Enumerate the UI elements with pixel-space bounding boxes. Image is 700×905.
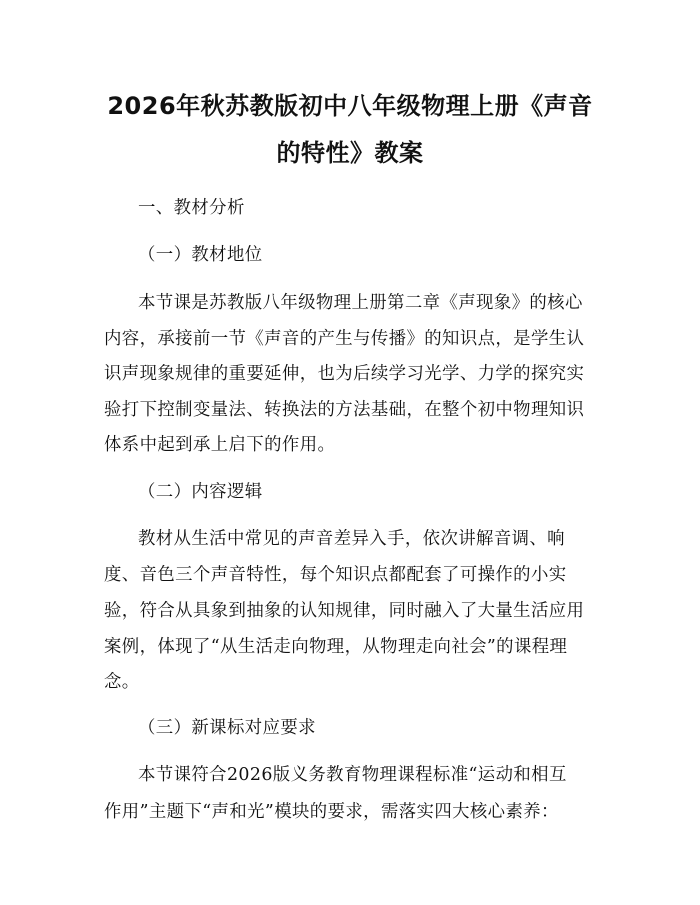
paragraph-2-line-2: 度、音色三个声音特性，每个知识点都配套了可操作的小实 — [104, 565, 567, 585]
paragraph-2-line-4: 案例，体现了“从生活走向物理，从物理走向社会”的课程理 — [104, 637, 568, 657]
paragraph-2-line-3: 验，符合从具象到抽象的认知规律，同时融入了大量生活应用 — [104, 601, 585, 621]
document-title-line-1: 2026年秋苏教版初中八年级物理上册《声音 — [107, 92, 593, 120]
paragraph-2-line-5: 念。 — [104, 672, 140, 692]
paragraph-1-line-4: 验打下控制变量法、转换法的方法基础，在整个初中物理知识 — [104, 400, 585, 420]
document-title-line-2: 的特性》教案 — [276, 139, 424, 167]
section-heading-1: 一、教材分析 — [138, 198, 245, 218]
paragraph-1-line-3: 识声现象规律的重要延伸，也为后续学习光学、力学的探究实 — [104, 364, 585, 384]
paragraph-1-line-5: 体系中起到承上启下的作用。 — [104, 435, 336, 455]
subsection-heading-2: （二）内容逻辑 — [138, 482, 263, 502]
paragraph-1-line-1: 本节课是苏教版八年级物理上册第二章《声现象》的核心 — [138, 293, 583, 313]
subsection-heading-3: （三）新课标对应要求 — [138, 718, 316, 738]
paragraph-2-line-1: 教材从生活中常见的声音差异入手，依次讲解音调、响 — [138, 529, 565, 549]
paragraph-1-line-2: 内容，承接前一节《声音的产生与传播》的知识点，是学生认 — [104, 329, 585, 349]
subsection-heading-1: （一）教材地位 — [138, 245, 263, 265]
paragraph-3-line-2: 作用”主题下“声和光”模块的要求，需落实四大核心素养： — [104, 802, 559, 822]
paragraph-3-line-1: 本节课符合2026版义务教育物理课程标准“运动和相互 — [138, 765, 567, 785]
